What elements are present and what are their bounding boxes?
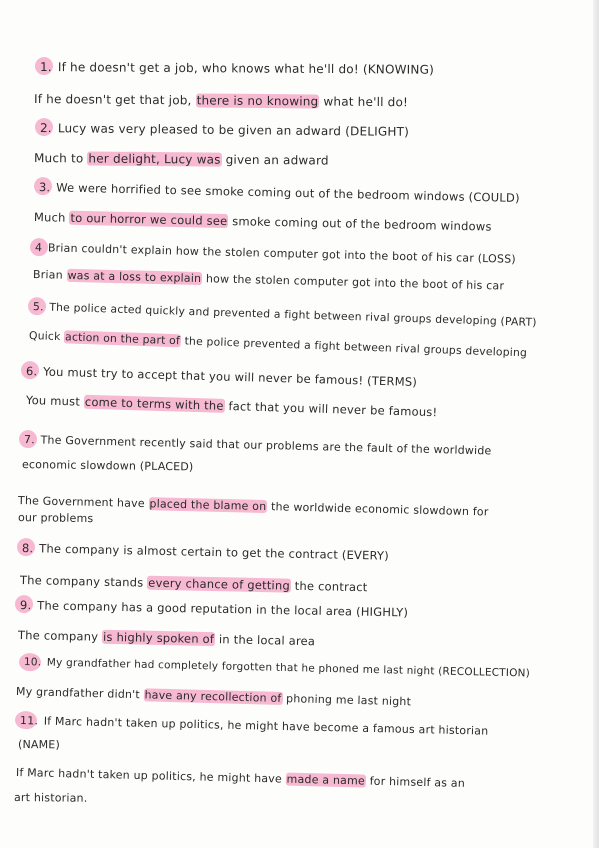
exercise-5-answer — [29, 329, 528, 359]
prompt-text: economic slowdown (PLACED) — [21, 458, 194, 474]
exercise-7-prompt — [22, 433, 492, 457]
answer-highlight: is highly spoken of — [102, 629, 215, 647]
exercise-number: 7. — [23, 433, 36, 447]
exercise-9-answer — [18, 628, 315, 648]
prompt-text: Brian couldn't explain how the stolen computer got into the boot of his car (LOSS) — [47, 241, 516, 266]
exercise-number: 9. — [19, 598, 32, 613]
exercise-7-answer-cont — [18, 511, 94, 525]
exercise-number: 4 — [34, 241, 43, 255]
prompt-text: You must try to accept that you will never be famous! (TERMS) — [43, 364, 418, 389]
exercise-1-prompt — [38, 60, 434, 77]
prompt-text: (NAME) — [17, 738, 61, 752]
prompt-text: The company is almost certain to get the contract (EVERY) — [39, 541, 390, 563]
answer-text-before: The company — [17, 628, 103, 644]
prompt-text: If he doesn't get a job, who knows what he'll do! (KNOWING) — [57, 60, 435, 77]
exercise-4-prompt — [33, 241, 516, 266]
answer-text: our problems — [17, 511, 94, 526]
answer-text-after: the worldwide economic slowdown for — [267, 500, 489, 519]
exercise-number: 1. — [39, 60, 52, 75]
prompt-text: If Marc hadn't taken up politics, he might have become a famous art historian — [43, 714, 489, 738]
exercise-6-answer — [26, 393, 438, 419]
exercise-number: 6. — [25, 364, 38, 379]
answer-highlight: action on the part of — [64, 330, 181, 348]
exercise-5-prompt — [31, 300, 537, 329]
exercise-number: 8. — [21, 541, 34, 556]
exercise-11-prompt — [18, 714, 489, 738]
prompt-text: The Government recently said that our problems are the fault of the worldwide — [40, 433, 492, 458]
exercise-11-answer-cont — [14, 791, 88, 805]
exercise-10-answer — [16, 685, 411, 708]
prompt-text: The company has a good reputation in the local area (HIGHLY) — [37, 598, 409, 620]
answer-text-before: If Marc hadn't taken up politics, he might have — [15, 766, 286, 786]
exercise-8-prompt — [20, 541, 389, 563]
answer-text-before: If he doesn't get that job, — [33, 92, 196, 108]
exercise-7-prompt-cont — [22, 458, 194, 473]
exercise-3-prompt — [37, 180, 520, 205]
exercise-3-answer — [34, 210, 492, 234]
answer-highlight: have any recollection of — [144, 688, 282, 705]
answer-text: art historian. — [13, 791, 88, 805]
exercise-11-answer — [16, 766, 465, 790]
answer-text-after: fact that you will never be famous! — [224, 398, 438, 420]
answer-text-before: Quick — [28, 329, 65, 344]
exercise-6-prompt — [24, 364, 417, 389]
answer-text-after: the contract — [290, 578, 368, 595]
answer-text-after: phoning me last night — [282, 691, 412, 709]
exercise-number: 11. — [19, 714, 39, 728]
prompt-text: Lucy was very pleased to be given an adward (DELIGHT) — [57, 121, 410, 139]
answer-text-after: given an adward — [221, 152, 329, 168]
answer-text-before: Brian — [32, 268, 67, 282]
answer-highlight: every chance of getting — [148, 575, 291, 593]
exercise-11-prompt-cont — [18, 738, 60, 751]
exercise-10-prompt — [22, 656, 530, 680]
answer-text-before: Much — [33, 210, 70, 225]
exercise-8-answer — [20, 573, 368, 594]
exercise-2-prompt — [38, 121, 409, 139]
answer-text-after: how the stolen computer got into the boot of his car — [202, 272, 505, 293]
answer-text-after: for himself as an — [365, 774, 466, 790]
exercise-4-answer — [33, 268, 504, 293]
exercise-2-answer — [34, 151, 329, 168]
answer-text-before: Much to — [33, 151, 88, 166]
answer-text-before: The Government have — [17, 494, 149, 511]
prompt-text: We were horrified to see smoke coming out of the bedroom windows (COULD) — [56, 180, 520, 205]
answer-text-after: in the local area — [214, 632, 316, 649]
exercise-number: 5. — [32, 300, 44, 314]
page-edge-shadow — [593, 0, 599, 848]
answer-highlight: was at a loss to explain — [67, 268, 202, 286]
answer-highlight: to our horror we could see — [70, 210, 228, 229]
exercise-9-prompt — [18, 598, 408, 619]
answer-highlight: placed the blame on — [149, 497, 267, 514]
exercise-number: 10. — [23, 656, 42, 669]
prompt-text: The police acted quickly and prevented a fight between rival groups developing (PART) — [49, 300, 537, 329]
answer-text-before: The company stands — [19, 573, 148, 590]
exercise-1-answer — [34, 92, 408, 109]
answer-text-before: My grandfather didn't — [15, 685, 144, 702]
answer-text-before: You must — [25, 393, 85, 409]
prompt-text: My grandfather had completely forgotten that he phoned me last night (RECOLLECTION) — [46, 656, 531, 680]
answer-text-after: what he'll do! — [319, 94, 409, 110]
exercise-number: 2. — [39, 121, 52, 136]
answer-highlight: there is no knowing — [196, 93, 319, 109]
answer-text-after: smoke coming out of the bedroom windows — [228, 214, 492, 234]
answer-highlight: her delight, Lucy was — [88, 151, 221, 167]
answer-highlight: come to terms with the — [84, 394, 224, 413]
exercise-number: 3. — [38, 180, 51, 195]
answer-highlight: made a name — [286, 772, 366, 788]
answer-text-after: the police prevented a fight between rival groups developing — [180, 334, 528, 360]
